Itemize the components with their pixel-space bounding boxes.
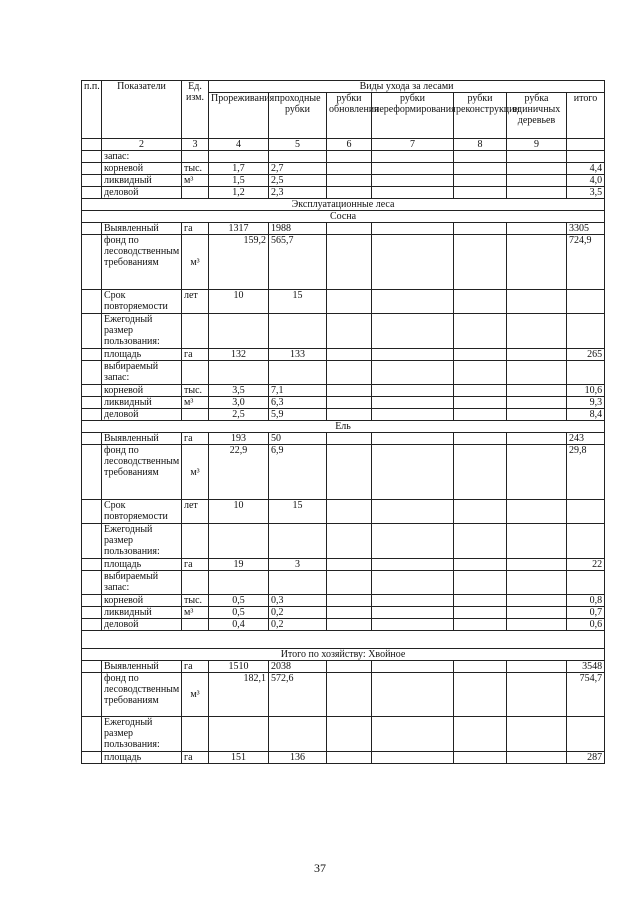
value-cell: 2038 xyxy=(269,661,327,673)
value-cell: 0,4 xyxy=(209,619,269,631)
col-units-header: Ед. изм. xyxy=(182,81,209,139)
table-row xyxy=(82,661,605,673)
row-label: деловой xyxy=(102,619,182,631)
total-cell: 243 xyxy=(567,433,605,445)
value-cell: 7,1 xyxy=(269,385,327,397)
value-cell: 0,5 xyxy=(209,607,269,619)
unit-cell: тыс. xyxy=(182,385,209,397)
row-label: деловой xyxy=(102,409,182,421)
table-row xyxy=(82,223,605,235)
col-number: 2 xyxy=(102,139,182,151)
unit-cell: м³ xyxy=(182,175,209,187)
total-cell: 29,8 xyxy=(567,445,605,500)
table-row xyxy=(82,673,605,717)
total-cell: 3,5 xyxy=(567,187,605,199)
value-cell: 10 xyxy=(209,500,269,524)
col-number: 7 xyxy=(372,139,454,151)
value-cell: 6,3 xyxy=(269,397,327,409)
row-label: фонд по лесоводственным требованиям xyxy=(102,673,182,717)
row-label: Ежегодный размер пользования: xyxy=(102,717,182,752)
col-num-header: п.п. xyxy=(82,81,102,139)
table-row xyxy=(82,361,605,385)
unit-cell: га xyxy=(182,661,209,673)
total-cell: 8,4 xyxy=(567,409,605,421)
value-cell: 151 xyxy=(209,752,269,764)
row-label: площадь xyxy=(102,559,182,571)
farm-total-heading: Итого по хозяйству: Хвойное xyxy=(82,649,605,661)
value-cell: 1,2 xyxy=(209,187,269,199)
row-label: Выявленный xyxy=(102,223,182,235)
table-row xyxy=(82,433,605,445)
value-cell: 193 xyxy=(209,433,269,445)
care-type-header: итого xyxy=(567,93,605,139)
species-heading-spruce: Ель xyxy=(82,421,605,433)
value-cell: 3 xyxy=(269,559,327,571)
care-type-header: рубка единичных деревьев xyxy=(507,93,567,139)
table-row xyxy=(82,571,605,595)
care-type-header: рубки переформирования xyxy=(372,93,454,139)
value-cell: 10 xyxy=(209,290,269,314)
row-label: площадь xyxy=(102,752,182,764)
unit-cell: м³ xyxy=(182,607,209,619)
value-cell: 2,7 xyxy=(269,163,327,175)
table-row xyxy=(82,151,605,163)
value-cell: 1510 xyxy=(209,661,269,673)
value-cell: 2,5 xyxy=(269,175,327,187)
table-row xyxy=(82,235,605,290)
total-cell: 754,7 xyxy=(567,673,605,717)
table-row xyxy=(82,752,605,764)
table-row xyxy=(82,314,605,349)
row-label: корневой xyxy=(102,163,182,175)
value-cell: 15 xyxy=(269,500,327,524)
row-label: Ежегодный размер пользования: xyxy=(102,524,182,559)
row-label: корневой xyxy=(102,595,182,607)
table-row xyxy=(82,187,605,199)
total-cell: 10,6 xyxy=(567,385,605,397)
value-cell: 5,9 xyxy=(269,409,327,421)
unit-cell: м³ xyxy=(182,235,209,290)
total-cell: 0,7 xyxy=(567,607,605,619)
total-cell: 724,9 xyxy=(567,235,605,290)
col-number: 3 xyxy=(182,139,209,151)
total-cell: 4,4 xyxy=(567,163,605,175)
row-label: запас: xyxy=(102,151,182,163)
unit-cell: га xyxy=(182,223,209,235)
unit-cell: лет xyxy=(182,290,209,314)
total-cell: 265 xyxy=(567,349,605,361)
row-label: деловой xyxy=(102,187,182,199)
value-cell: 1988 xyxy=(269,223,327,235)
row-label: Выявленный xyxy=(102,661,182,673)
table-row xyxy=(82,397,605,409)
table-row xyxy=(82,409,605,421)
total-cell: 22 xyxy=(567,559,605,571)
row-label: фонд по лесоводственным требованиям xyxy=(102,445,182,500)
unit-cell: м³ xyxy=(182,673,209,717)
row-label: ликвидный xyxy=(102,397,182,409)
row-label: Выявленный xyxy=(102,433,182,445)
unit-cell: га xyxy=(182,433,209,445)
total-cell: 4,0 xyxy=(567,175,605,187)
table-row xyxy=(82,349,605,361)
care-types-group-header: Виды ухода за лесами xyxy=(209,81,605,93)
row-label: Срок повторяемости xyxy=(102,500,182,524)
col-number: 6 xyxy=(327,139,372,151)
row-label: ликвидный xyxy=(102,175,182,187)
unit-cell: га xyxy=(182,752,209,764)
unit-cell: м³ xyxy=(182,397,209,409)
total-cell: 0,8 xyxy=(567,595,605,607)
value-cell: 3,0 xyxy=(209,397,269,409)
care-type-header: Прореживания xyxy=(209,93,269,139)
unit-cell: м³ xyxy=(182,445,209,500)
table-row xyxy=(82,619,605,631)
table-row xyxy=(82,445,605,500)
value-cell: 50 xyxy=(269,433,327,445)
row-label: Срок повторяемости xyxy=(102,290,182,314)
table-row xyxy=(82,385,605,397)
page-number: 37 xyxy=(314,861,326,875)
species-heading-pine: Сосна xyxy=(82,211,605,223)
table-row xyxy=(82,175,605,187)
value-cell: 0,5 xyxy=(209,595,269,607)
col-number: 5 xyxy=(269,139,327,151)
value-cell: 133 xyxy=(269,349,327,361)
unit-cell: га xyxy=(182,559,209,571)
row-label: Ежегодный размер пользования: xyxy=(102,314,182,349)
total-cell: 3548 xyxy=(567,661,605,673)
row-label: площадь xyxy=(102,349,182,361)
value-cell: 182,1 xyxy=(209,673,269,717)
care-type-header: рубки обновления xyxy=(327,93,372,139)
unit-cell: тыс. xyxy=(182,163,209,175)
table-row xyxy=(82,595,605,607)
table-row xyxy=(82,717,605,752)
total-cell: 3305 xyxy=(567,223,605,235)
table-row xyxy=(82,500,605,524)
col-number: 8 xyxy=(454,139,507,151)
row-label: выбираемый запас: xyxy=(102,361,182,385)
table-row xyxy=(82,607,605,619)
total-cell: 9,3 xyxy=(567,397,605,409)
value-cell: 1317 xyxy=(209,223,269,235)
table-row xyxy=(82,559,605,571)
col-number: 9 xyxy=(507,139,567,151)
row-label: фонд по лесоводственным требованиям xyxy=(102,235,182,290)
value-cell: 0,3 xyxy=(269,595,327,607)
value-cell: 136 xyxy=(269,752,327,764)
forest-care-table xyxy=(81,80,605,764)
unit-cell: лет xyxy=(182,500,209,524)
care-type-header: рубки реконструкции xyxy=(454,93,507,139)
value-cell: 22,9 xyxy=(209,445,269,500)
section-heading: Эксплуатационные леса xyxy=(82,199,605,211)
value-cell: 572,6 xyxy=(269,673,327,717)
row-label: ликвидный xyxy=(102,607,182,619)
table-row xyxy=(82,163,605,175)
value-cell: 132 xyxy=(209,349,269,361)
value-cell: 1,5 xyxy=(209,175,269,187)
value-cell: 3,5 xyxy=(209,385,269,397)
care-type-header: проходные рубки xyxy=(269,93,327,139)
value-cell: 6,9 xyxy=(269,445,327,500)
value-cell: 565,7 xyxy=(269,235,327,290)
col-number: 4 xyxy=(209,139,269,151)
value-cell: 1,7 xyxy=(209,163,269,175)
unit-cell: га xyxy=(182,349,209,361)
table-row xyxy=(82,524,605,559)
value-cell: 2,3 xyxy=(269,187,327,199)
total-cell: 0,6 xyxy=(567,619,605,631)
value-cell: 19 xyxy=(209,559,269,571)
row-label: корневой xyxy=(102,385,182,397)
value-cell: 2,5 xyxy=(209,409,269,421)
table-row xyxy=(82,290,605,314)
total-cell: 287 xyxy=(567,752,605,764)
unit-cell: тыс. xyxy=(182,595,209,607)
value-cell: 0,2 xyxy=(269,619,327,631)
value-cell: 0,2 xyxy=(269,607,327,619)
row-label: выбираемый запас: xyxy=(102,571,182,595)
value-cell: 159,2 xyxy=(209,235,269,290)
col-indicators-header: Показатели xyxy=(102,81,182,139)
value-cell: 15 xyxy=(269,290,327,314)
